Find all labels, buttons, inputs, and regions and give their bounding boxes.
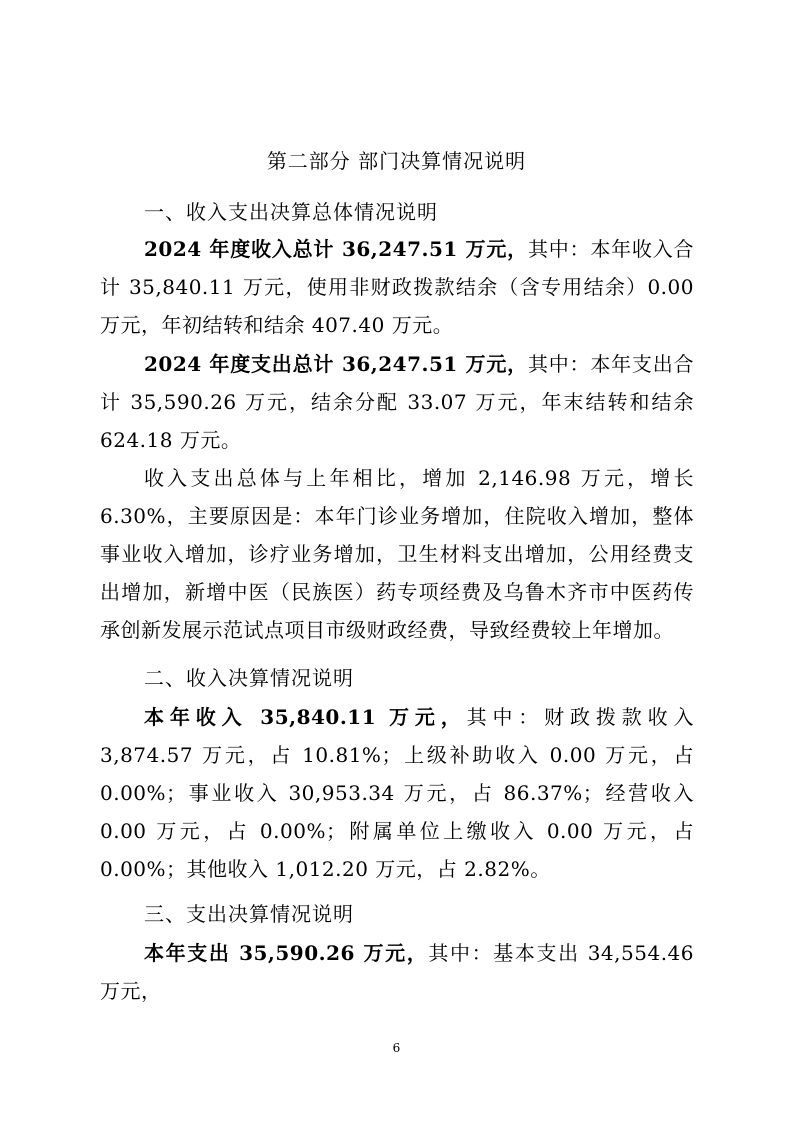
- total-expense-detail: 其中：本年支出合计 35,590.26 万元，结余分配 33.07 万元，年末结转和结余 624.18 万元。: [100, 352, 695, 452]
- paragraph-expense-detail: [100, 934, 694, 1010]
- page-title: 第二部分 部门决算情况说明: [266, 149, 527, 173]
- section-heading-income: 二、收入决算情况说明: [144, 666, 354, 690]
- expense-breakdown: 其中：基本支出 34,554.46 万元，: [100, 941, 694, 1003]
- section-heading-overall: 一、收入支出决算总体情况说明: [144, 200, 438, 224]
- section-heading-expense: 三、支出决算情况说明: [144, 902, 354, 926]
- year-comparison-text: 收入支出总体与上年相比，增加 2,146.98 万元，增长 6.30%，主要原因是：本年门诊业务增加，住院收入增加，整体事业收入增加，诊疗业务增加，卫生材料支出增加，公用经费支出增加，新增中医（民族医）药专项经费及乌鲁木齐市中医药传承创新发展示范试点项目市级财政经费，导致经费较上年增加。: [100, 466, 694, 642]
- total-income-summary: 2024 年度收入总计 36,247.51 万元，: [144, 237, 528, 261]
- paragraph-total-income: [100, 230, 694, 344]
- total-income-detail: 其中：本年收入合计 35,840.11 万元，使用非财政拨款结余（含专用结余）0.00 万元，年初结转和结余 407.40 万元。: [100, 237, 695, 337]
- total-expense-summary: 2024 年度支出总计 36,247.51 万元，: [144, 352, 528, 376]
- expense-summary: 本年支出 35,590.26 万元，: [144, 941, 429, 965]
- paragraph-year-comparison: [100, 459, 694, 649]
- income-summary: 本年收入 35,840.11 万元，: [144, 705, 467, 729]
- paragraph-total-expense: [100, 345, 694, 459]
- paragraph-income-detail: [100, 698, 694, 888]
- income-breakdown: 其中：财政拨款收入 3,874.57 万元，占 10.81%；上级补助收入 0.00 万元，占 0.00%；事业收入 30,953.34 万元，占 86.37%；经营收入 0.00 万元，占 0.00%；附属单位上缴收入 0.00 万元，占 0.00%；其他收入 1,012.20 万元，占 2.82%。: [100, 705, 695, 881]
- page-number: 6: [392, 1041, 401, 1055]
